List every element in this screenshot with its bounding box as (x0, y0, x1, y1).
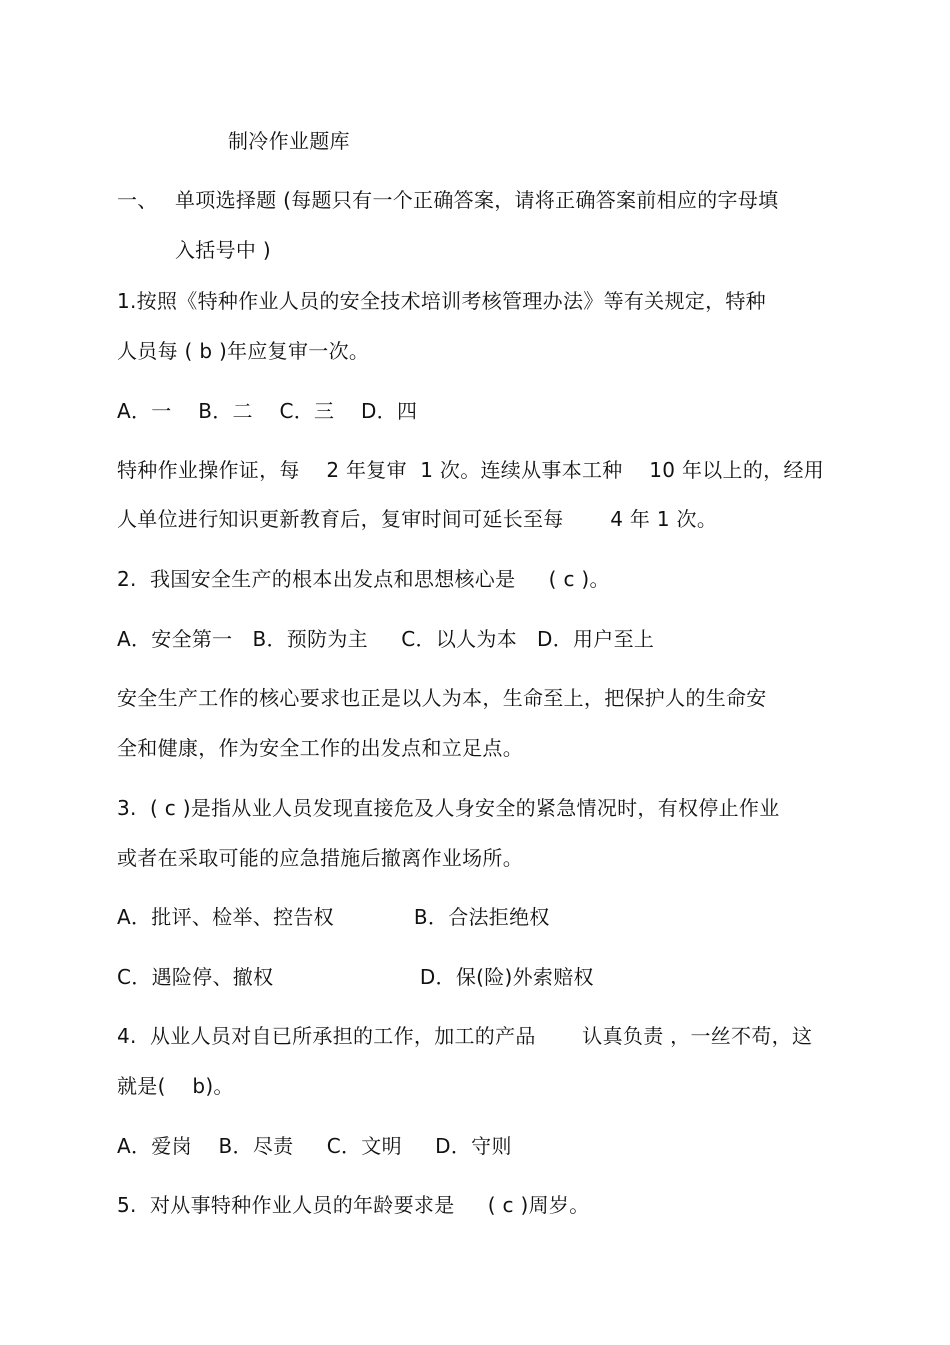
question-1-line-2: 人员每 ( b )年应复审一次。 (117, 339, 370, 363)
explanation-1-line-1: 特种作业操作证，每 2 年复审 1 次。连续从事本工种 10 年以上的，经用 (117, 458, 825, 482)
explanation-2-line-2: 全和健康，作为安全工作的出发点和立足点。 (117, 736, 523, 760)
question-4-line-2: 就是( b)。 (117, 1074, 234, 1098)
explanation-2-line-1: 安全生产工作的核心要求也正是以人为本，生命至上，把保护人的生命安 (117, 686, 767, 710)
section-heading-line-2: 入括号中 ) (175, 238, 271, 262)
question-3-options-1: A．批评、检举、控告权 B．合法拒绝权 (117, 905, 550, 929)
question-5-line-1: 5. 对从事特种作业人员的年龄要求是 ( c )周岁。 (117, 1193, 590, 1217)
question-1-options: A．一 B．二 C．三 D．四 (117, 399, 418, 423)
section-heading-line-1: 单项选择题 (每题只有一个正确答案，请将正确答案前相应的字母填 (175, 188, 779, 212)
question-1-line-1: 1.按照《特种作业人员的安全技术培训考核管理办法》等有关规定，特种 (117, 289, 766, 313)
section-number: 一、 (117, 188, 158, 212)
document-title: 制冷作业题库 (228, 129, 350, 153)
question-2-line-1: 2. 我国安全生产的根本出发点和思想核心是 ( c )。 (117, 567, 610, 591)
question-3-line-2: 或者在采取可能的应急措施后撤离作业场所。 (117, 846, 523, 870)
question-4-line-1: 4. 从业人员对自已所承担的工作，加工的产品 认真负责 ，一丝不苟，这 (117, 1024, 813, 1048)
question-3-line-1: 3. ( c )是指从业人员发现直接危及人身安全的紧急情况时，有权停止作业 (117, 796, 780, 820)
question-2-options: A．安全第一 B．预防为主 C．以人为本 D．用户至上 (117, 627, 655, 651)
explanation-1-line-2: 人单位进行知识更新教育后，复审时间可延长至每 4 年 1 次。 (117, 507, 718, 531)
question-4-options: A．爱岗 B．尽责 C．文明 D．守则 (117, 1134, 512, 1158)
question-3-options-2: C．遇险停、撤权 D．保(险)外索赔权 (117, 965, 594, 989)
